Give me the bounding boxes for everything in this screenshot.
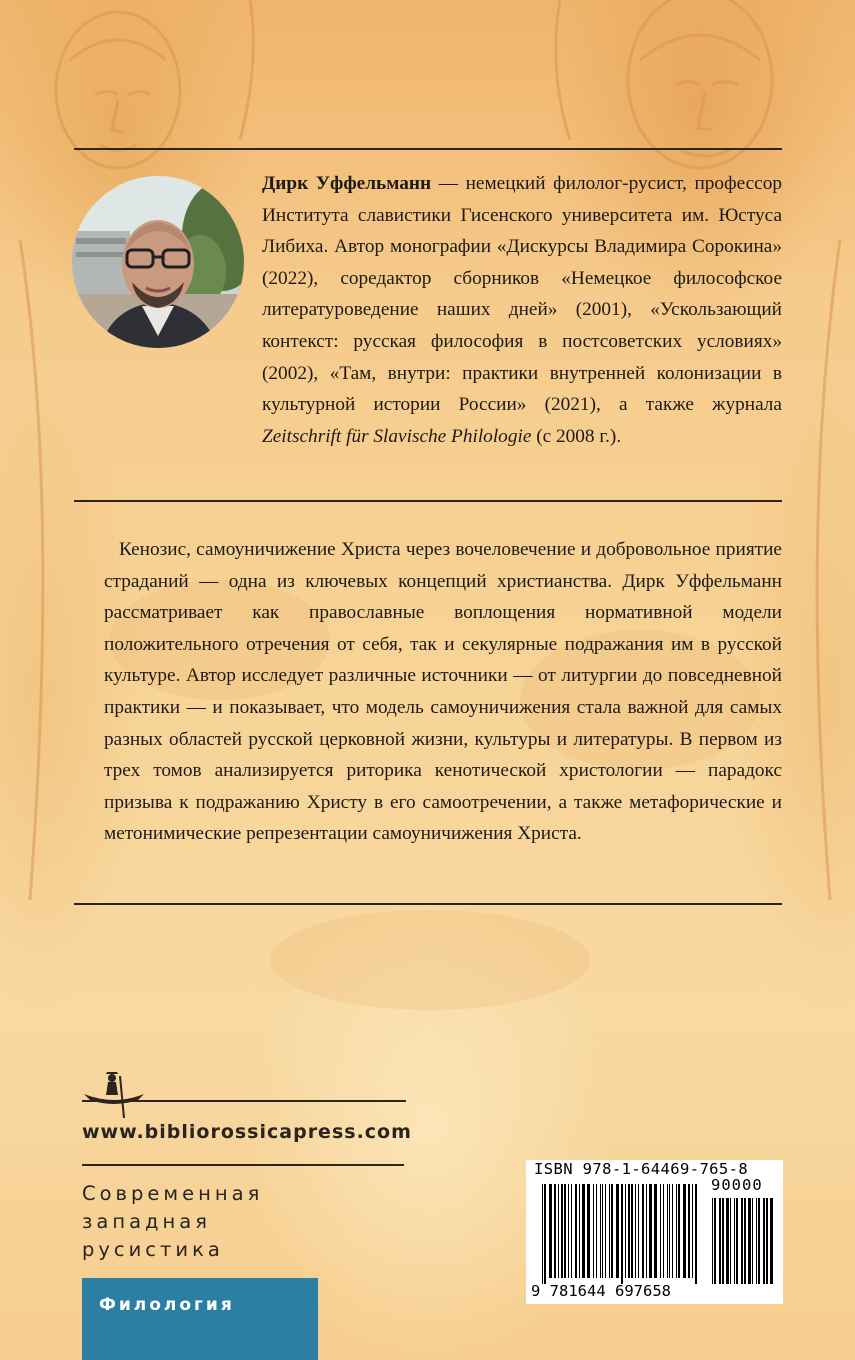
author-name: Дирк Уффельманн (262, 173, 432, 194)
barcode-bar (752, 1198, 753, 1284)
barcode-bar (625, 1184, 626, 1278)
barcode-bar (688, 1184, 690, 1278)
top-divider (74, 148, 782, 150)
series-title-line: Современная (82, 1182, 264, 1205)
barcode-bar (628, 1184, 630, 1278)
barcode-bar (770, 1198, 773, 1284)
barcode-bar (646, 1184, 647, 1278)
barcode-bar (616, 1184, 619, 1278)
barcode-bar (600, 1184, 601, 1278)
barcode-bar (635, 1184, 636, 1278)
barcode-bar (561, 1184, 563, 1278)
barcode-bar (730, 1198, 731, 1284)
barcode-bar (593, 1184, 594, 1278)
barcode-bar (726, 1198, 729, 1284)
author-bio-text: — немецкий филолог-русист, профессор Института славистики Гисенского университета им. Юстуса Либиха. Автор монографии «Дискурсы Владимира Сорокина» (2022), соредактор сборников «Немецкое философское литературоведение наших дней» (2001), «Ускользающий контекст: русская философия в постсоветских условиях» (2002), «Там, внутри: практики внутренней колонизации в культурной истории России» (2021), а также журнала (262, 173, 782, 416)
ean-digits: 9 781644 697658 (531, 1282, 671, 1300)
barcode-bar (736, 1198, 738, 1284)
barcode-bar (672, 1184, 673, 1278)
barcode-bar (714, 1198, 716, 1284)
barcode-bar (582, 1184, 585, 1278)
barcode-bar (554, 1184, 556, 1278)
barcode-bar (676, 1184, 677, 1278)
publisher-boat-logo-icon (82, 1068, 406, 1120)
barcode-bar (544, 1184, 546, 1284)
subject-badge (82, 1278, 318, 1360)
subject-badge-label: Филология (99, 1295, 235, 1315)
barcode-bar (741, 1198, 743, 1284)
barcode-bar (568, 1184, 569, 1278)
barcode-bar (638, 1184, 639, 1278)
barcode-bar (621, 1184, 623, 1284)
isbn-barcode (526, 1160, 783, 1304)
middle-divider (74, 500, 782, 502)
barcode-bar (763, 1198, 765, 1284)
barcode-bar (734, 1198, 735, 1284)
lower-divider (74, 903, 782, 905)
barcode-bar (758, 1198, 760, 1284)
barcode-bar (654, 1184, 657, 1278)
author-bio (262, 168, 782, 452)
barcode-bar (719, 1198, 721, 1284)
barcode-bar (722, 1198, 724, 1284)
barcode-bar (756, 1198, 757, 1284)
barcode-bar (667, 1184, 668, 1278)
barcode-bar (663, 1184, 664, 1278)
book-annotation: Кенозис, самоуничижение Христа через вочеловечение и добровольное приятие страданий — одна из ключевых концепций христианства. Дирк Уффельманн рассматривает как православные воплощения нормативной модели положительного отречения от себя, так и секулярные подражания им в русской культуре. Автор исследует различные источники — от литургии до повседневной практики — и показывает, что модель самоуничижения стала важной для самых разных областей русской церковной жизни, культуры и литературы. В первом из трех томов анализируется риторика кенотической христологии — парадокс призыва к подражанию Христу в его самоотречении, а также метафорические и метонимические репрезентации самоуничижения Христа. (104, 539, 782, 845)
barcode-bar (766, 1198, 768, 1284)
barcode-bar (683, 1184, 686, 1278)
barcode-bar (587, 1184, 590, 1278)
barcode-bar (575, 1184, 577, 1278)
barcode-bar (602, 1184, 603, 1278)
barcode-bar (660, 1184, 661, 1278)
publisher-website: www.bibliorossicapress.com (82, 1121, 412, 1143)
barcode-bar (605, 1184, 606, 1278)
author-portrait (72, 176, 244, 348)
barcode-bar (579, 1184, 580, 1278)
barcode-bar (692, 1184, 693, 1278)
isbn-label: ISBN 978-1-64469-765-8 (534, 1160, 749, 1178)
barcode-bar (611, 1184, 613, 1278)
barcode-bar (558, 1184, 559, 1278)
barcode-bar (678, 1184, 680, 1278)
barcode-bar (609, 1184, 610, 1278)
barcode-bar (695, 1184, 697, 1284)
barcode-bar (549, 1184, 552, 1278)
barcode-bar (642, 1184, 644, 1278)
barcode-bar (571, 1184, 572, 1278)
author-bio-tail: (с 2008 г.). (531, 425, 622, 447)
barcode-bar (564, 1184, 566, 1278)
barcode-bar (596, 1184, 597, 1278)
barcode-bar (748, 1198, 751, 1284)
barcode-bar (649, 1184, 652, 1278)
series-title (82, 1180, 263, 1264)
series-title-line: западная (82, 1210, 211, 1233)
website-divider (82, 1164, 404, 1166)
journal-title: Zeitschrift für Slavische Philologie (262, 425, 532, 447)
barcode-bar (669, 1184, 670, 1278)
barcode-bar (542, 1184, 543, 1284)
barcode-bar (712, 1198, 713, 1284)
barcode-bar (631, 1184, 633, 1278)
barcode-addon-number: 90000 (711, 1176, 763, 1194)
barcode-bar (744, 1198, 746, 1284)
series-title-line: русистика (82, 1238, 224, 1261)
